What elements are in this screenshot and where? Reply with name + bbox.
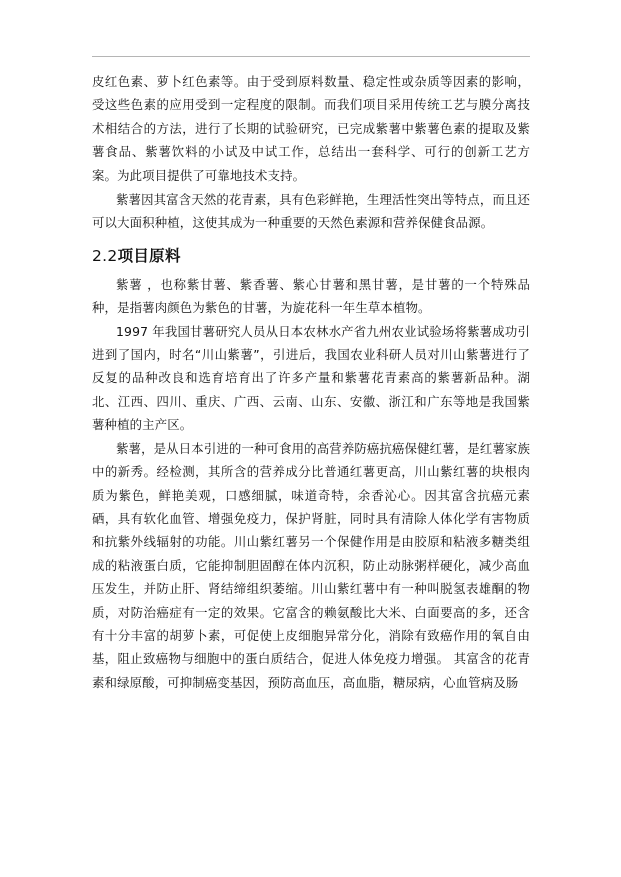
paragraph-purple-sweet-potato-definition: 紫薯 ，也称紫甘薯、紫香薯、紫心甘薯和黑甘薯，是甘薯的一个特殊品种，是指薯肉颜色为紫色的甘薯，为旋花科一年生草本植物。: [92, 276, 530, 316]
paragraph-introduction-history: 1997 年我国甘薯研究人员从日本农林水产省九州农业试验场将紫薯成功引进到了国内，时名“川山紫薯”，引进后，我国农业科研人员对川山紫薯进行了反复的品种改良和选育培育出了许多产量和紫薯花青素高的紫薯新品种。湖北、江西、四川、重庆、广西、云南、山东、安徽、浙江和广东等地是我国紫薯种植的主产区。: [92, 323, 530, 433]
paragraph-anthocyanin-source: 紫薯因其富含天然的花青素，具有色彩鲜艳，生理活性突出等特点，而且还可以大面积种植，这使其成为一种重要的天然色素源和营养保健食品源。: [92, 192, 530, 231]
document-body: [92, 70, 530, 694]
section-title: 项目原料: [117, 246, 181, 265]
paragraph-pigment-intro: 皮红色素、萝卜红色素等。由于受到原料数量、稳定性或杂质等因素的影响，受这些色素的应用受到一定程度的限制。而我们项目采用传统工艺与膜分离技术相结合的方法，进行了长期的试验研究，已完成紫薯中紫薯色素的提取及紫薯食品、紫薯饮料的小试及中试工作，总结出一套科学、可行的创新工艺方案。为此项目提供了可靠地技术支持。: [92, 74, 530, 183]
header-rule: [92, 56, 530, 57]
paragraph-nutrition-benefits: 紫薯，是从日本引进的一种可食用的高营养防癌抗癌保健红薯，是红薯家族中的新秀。经检测，其所含的营养成分比普通红薯更高，川山紫红薯的块根肉质为紫色，鲜艳美观，口感细腻，味道奇特，余香沁心。因其富含抗癌元素硒，具有软化血管、增强免疫力，保护肾脏，同时具有清除人体化学有害物质和抗紫外线辐射的功能。川山紫红薯另一个保健作用是由胶原和粘液多糖类组成的粘液蛋白质，它能抑制胆固醇在体内沉积，防止动脉粥样硬化，减少高血压发生，并防止肝、肾结缔组织萎缩。川山紫红薯中有一种叫脱氢表雄酮的物质，对防治癌症有一定的效果。它富含的赖氨酸比大米、白面要高的多，还含有十分丰富的胡萝卜素，可促使上皮细胞异常分化，消除有致癌作用的氧自由基，阻止致癌物与细胞中的蛋白质结合，促进人体免疫力增强。 其富含的花青素和绿原酸，可抑制癌变基因，预防高血压，高血脂，糖尿病，心血管病及肠: [92, 440, 530, 690]
section-heading: [92, 243, 530, 269]
section-number: 2.2: [92, 246, 118, 265]
